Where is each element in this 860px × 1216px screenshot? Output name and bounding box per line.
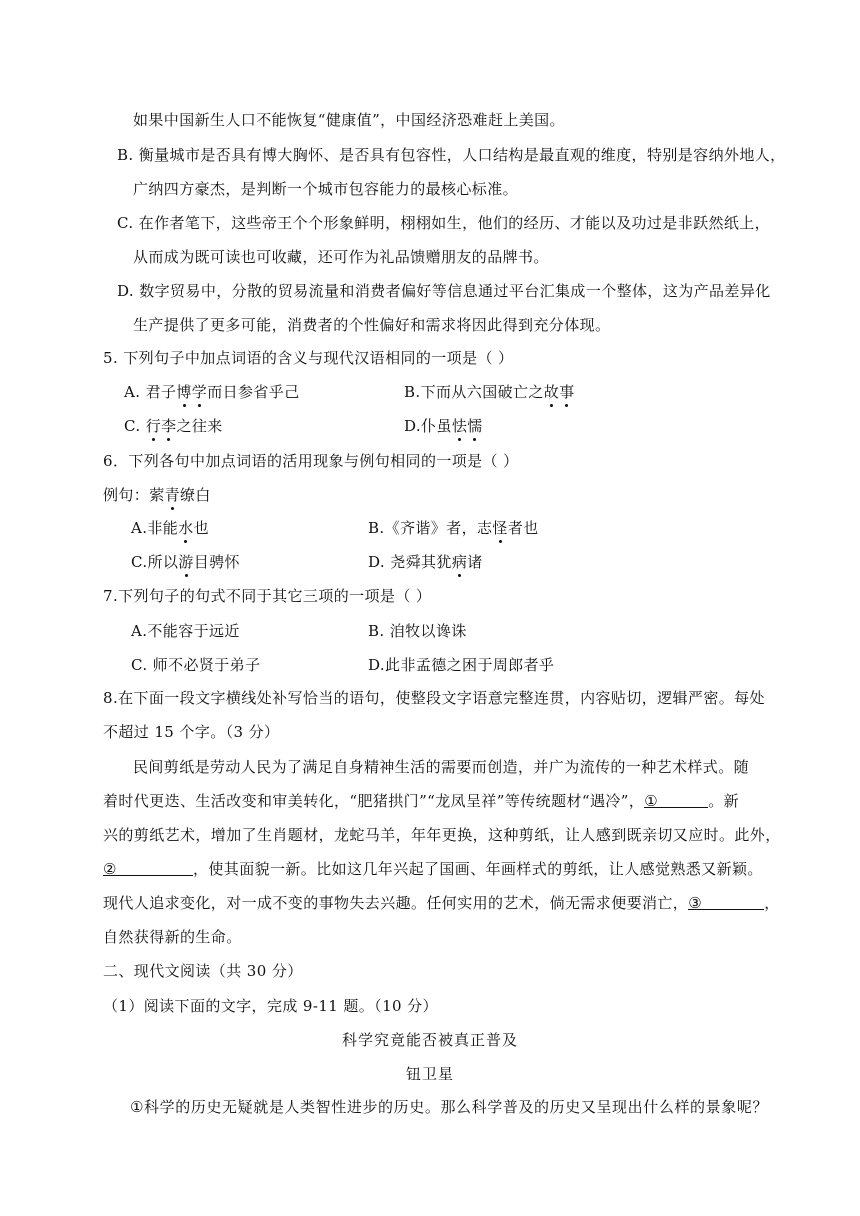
q8-blank-3-marker: ③: [688, 894, 703, 912]
q8-blank-2[interactable]: [103, 859, 193, 876]
q5-c-dotted-1: 行: [145, 417, 162, 435]
q6-c-dotted: 游: [178, 553, 194, 571]
article-paragraph-1: ①科学的历史无疑就是人类智性进步的历史。那么科学普及的历史又呈现出什么样的景象呢？: [130, 1098, 769, 1116]
q4-option-c-line2: 从而成为既可读也可收藏，还可作为礼品馈赠朋友的品牌书。: [133, 248, 549, 266]
q6-b-dotted: 怪: [492, 519, 508, 537]
q6-b-suffix: 者也: [507, 519, 539, 537]
q7-option-a: A.不能容于远近: [131, 622, 240, 640]
q7-stem: 7.下列句子的句式不同于其它三项的一项是（ ）: [103, 587, 432, 605]
q5-d-dotted-1: 怯: [451, 417, 468, 435]
q5-b-dotted-1: 故: [543, 383, 560, 401]
q7-option-d: D.此非孟德之困于周郎者乎: [368, 656, 555, 674]
q5-a-dotted-1: 博: [176, 383, 192, 401]
q6-option-a: [131, 518, 209, 538]
q5-c-dotted-2: 李: [161, 417, 177, 435]
article-title: 科学究竟能否被真正普及: [341, 1031, 518, 1049]
q8-paragraph-line4: [103, 859, 763, 879]
q6-example: [103, 485, 211, 505]
q6-option-c: [131, 552, 240, 572]
article-author: 钮卫星: [405, 1065, 454, 1083]
q8-paragraph-line2: [103, 791, 739, 811]
q6-a-dotted: 水: [178, 519, 194, 537]
q5-b-prefix: B.下而从六国破亡之: [404, 383, 544, 401]
q7-option-b: B. 洎牧以谗诛: [368, 622, 467, 640]
q8-paragraph-line3: 兴的剪纸艺术，增加了生肖题材，龙蛇马羊，年年更换，这种剪纸，让人感到既亲切又应时。此外，: [103, 826, 781, 844]
q8-paragraph-line1: 民间剪纸是劳动人民为了满足自身精神生活的需要而创造，并广为流传的一种艺术样式。随: [133, 758, 750, 776]
q4-option-c-line1: C. 在作者笔下，这些帝王个个形象鲜明，栩栩如生，他们的经历、才能以及功过是非跃然纸上，: [117, 214, 771, 232]
q6-a-prefix: A.非能: [131, 519, 179, 537]
q5-d-dotted-2: 懦: [467, 417, 483, 435]
q4-option-a-continuation: 如果中国新生人口不能恢复“健康值”，中国经济恐难赶上美国。: [133, 111, 565, 129]
q6-example-suffix: 缭白: [180, 486, 211, 504]
q6-a-suffix: 也: [193, 519, 210, 537]
q5-c-suffix: 之往来: [176, 417, 223, 435]
section2-title: 二、现代文阅读（共 30 分）: [103, 962, 303, 980]
q8-p2-end: 。新: [708, 792, 740, 810]
q6-d-prefix: D. 尧舜其犹: [368, 553, 452, 571]
q8-stem-line2: 不超过 15 个字。（3 分）: [103, 723, 280, 741]
q5-stem: 5. 下列句子中加点词语的含义与现代汉语相同的一项是（ ）: [103, 349, 514, 367]
q6-example-prefix: 例句：萦: [103, 486, 165, 504]
q5-a-dotted-2: 学: [191, 383, 208, 401]
q8-p5-text: 现代人追求变化，对一成不变的事物失去兴趣。任何实用的艺术，倘无需求便要消亡，: [103, 894, 689, 912]
q5-option-a: [124, 382, 300, 402]
q8-p5-end: ，: [764, 894, 780, 912]
q8-paragraph-line6: 自然获得新的生命。: [103, 928, 242, 946]
q5-option-b: [404, 382, 575, 402]
q6-b-prefix: B.《齐谐》者，志: [368, 519, 493, 537]
q8-p2-text: 着时代更迭、生活改变和审美转化，“肥猪拱门”“龙凤呈祥”等传统题材“遇冷”，: [103, 792, 645, 810]
q5-option-d: [404, 416, 483, 436]
q6-c-suffix: 目骋怀: [193, 553, 240, 571]
q5-a-prefix: A. 君子: [124, 383, 177, 401]
q4-option-d-line1: D. 数字贸易中，分散的贸易流量和消费者偏好等信息通过平台汇集成一个整体，这为产品差异化: [117, 282, 771, 300]
q8-blank-1[interactable]: [644, 791, 708, 808]
q6-d-dotted: 病: [451, 553, 468, 571]
q5-b-dotted-2: 事: [559, 383, 575, 401]
q8-p4-text: ，使其面貌一新。比如这几年兴起了国画、年画样式的剪纸，让人感觉熟悉又新颖。: [193, 860, 763, 878]
q6-c-prefix: C.所以: [131, 553, 179, 571]
q4-option-b-line1: B. 衡量城市是否具有博大胸怀、是否具有包容性，人口结构是最直观的维度，特别是容纳外地人，: [117, 146, 786, 164]
q6-option-b: [368, 518, 539, 538]
q4-option-b-line2: 广纳四方豪杰，是判断一个城市包容能力的最核心标准。: [133, 180, 519, 198]
q8-paragraph-line5: [103, 893, 780, 913]
q7-option-c: C. 师不必贤于弟子: [131, 656, 261, 674]
q5-a-suffix: 而日参省乎己: [207, 383, 300, 401]
q5-option-c: [124, 416, 223, 436]
q6-stem: 6．下列各句中加点词语的活用现象与例句相同的一项是（ ）: [103, 452, 519, 470]
q8-blank-1-marker: ①: [644, 792, 659, 810]
q6-example-dotted: 青: [164, 486, 181, 504]
q6-d-suffix: 诸: [467, 553, 483, 571]
q6-option-d: [368, 552, 483, 572]
section2-subtitle: （1）阅读下面的文字，完成 9-11 题。（10 分）: [103, 997, 438, 1015]
q5-c-prefix: C.: [124, 417, 146, 435]
q5-d-prefix: D.仆虽: [404, 417, 452, 435]
q8-blank-3[interactable]: [688, 893, 764, 910]
q4-option-d-line2: 生产提供了更多可能，消费者的个性偏好和需求将因此得到充分体现。: [133, 316, 611, 334]
q8-stem-line1: 8.在下面一段文字横线处补写恰当的语句，使整段文字语意完整连贯，内容贴切，逻辑严密。每处: [103, 689, 765, 707]
q8-blank-2-marker: ②: [103, 860, 117, 878]
